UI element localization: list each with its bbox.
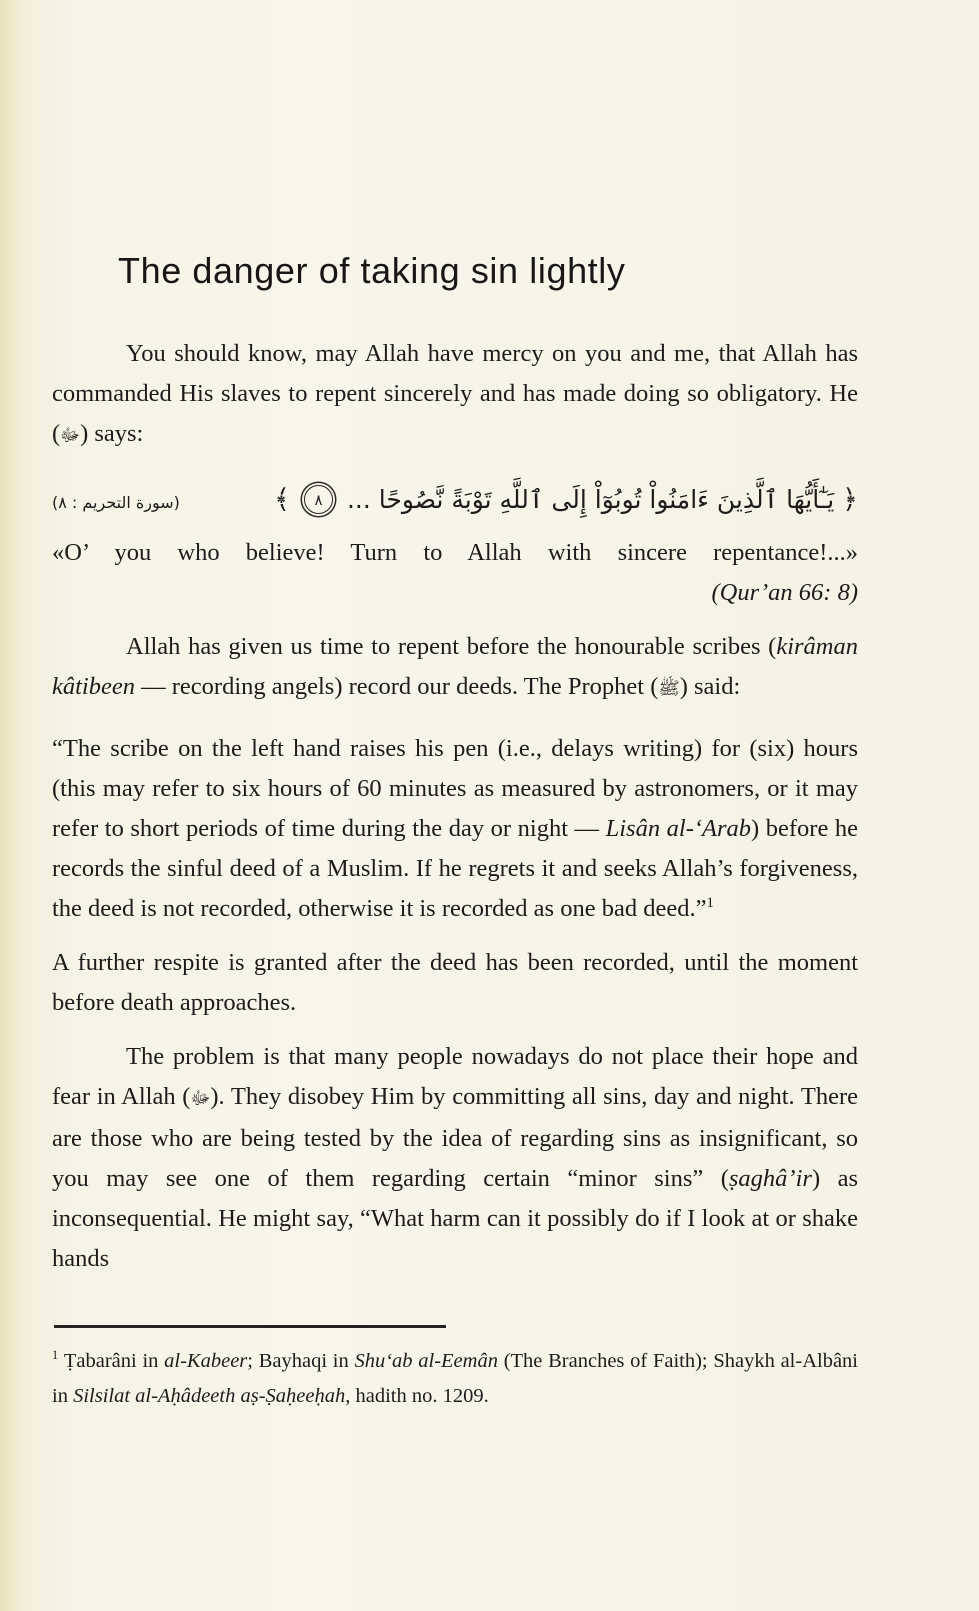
ornate-open-bracket: ﴿	[842, 484, 858, 515]
page-content	[52, 0, 858, 1414]
quran-verse-row	[52, 484, 858, 515]
chapter-title: The danger of taking sin lightly	[118, 250, 626, 291]
paragraph-respite: A further respite is granted after the deed has been recorded, until the moment before death approaches.	[52, 949, 858, 1016]
quran-verse-arabic	[274, 484, 858, 515]
verse-translation: «O’ you who believe! Turn to Allah with sincere repentance!...»	[52, 539, 858, 566]
hadith-quote-paragraph: “The scribe on the left hand raises his pen (i.e., delays writing) for (six) hours (this may refer to six hours of 60 minutes as measured by astronomers, or it may refer to short periods of time during the day or night — Lisân al-‘Arab) before he records the sinful deed of a Muslim. If he regrets it and seeks Allah’s forgiveness, the deed is not recorded, otherwise it is recorded as one bad deed.”$^1$	[52, 735, 858, 922]
quran-citation: (Qur’an 66: 8)	[711, 579, 858, 606]
surah-reference: (سورة التحريم : ٨)	[52, 493, 180, 512]
ornate-close-bracket: ﴾	[274, 484, 290, 515]
paragraph-problem: The problem is that many people nowadays do not place their hope and fear in Allah (ﷻ). They disobey Him by committing all sins, day and night. There are those who are being tested by the idea of regarding sins as insignificant, so you may see one of them regarding certain “minor sins” (ṣaghâ’ir) as inconsequential. He might say, “What harm can it possibly do if I look at or shake hands	[52, 1043, 858, 1272]
footnote: $^1$ Ṭabarâni in al-Kabeer; Bayhaqi in Shu‘ab al-Eemân (The Branches of Faith); Shaykh al-Albâni in Silsilat al-Aḥâdeeth aṣ-Ṣaḥeeḥah, hadith no. 1209.	[52, 1348, 858, 1407]
intro-paragraph: You should know, may Allah have mercy on you and me, that Allah has commanded His slaves to repent sincerely and has made doing so obligatory. He (ﷻ) says:	[52, 340, 858, 447]
verse-arabic-text: يَـٰٓأَيُّهَا ٱلَّذِينَ ءَامَنُواْ تُوبُوٓاْ إِلَى ٱللَّهِ تَوْبَةً نَّصُوحًا ...	[346, 485, 835, 514]
footnote-separator	[54, 1325, 446, 1328]
paragraph-scribes: Allah has given us time to repent before the honourable scribes (kirâman kâtibeen — recording angels) record our deeds. The Prophet (ﷺ) said:	[52, 633, 858, 700]
ayah-number-medallion: ٨	[304, 485, 333, 514]
